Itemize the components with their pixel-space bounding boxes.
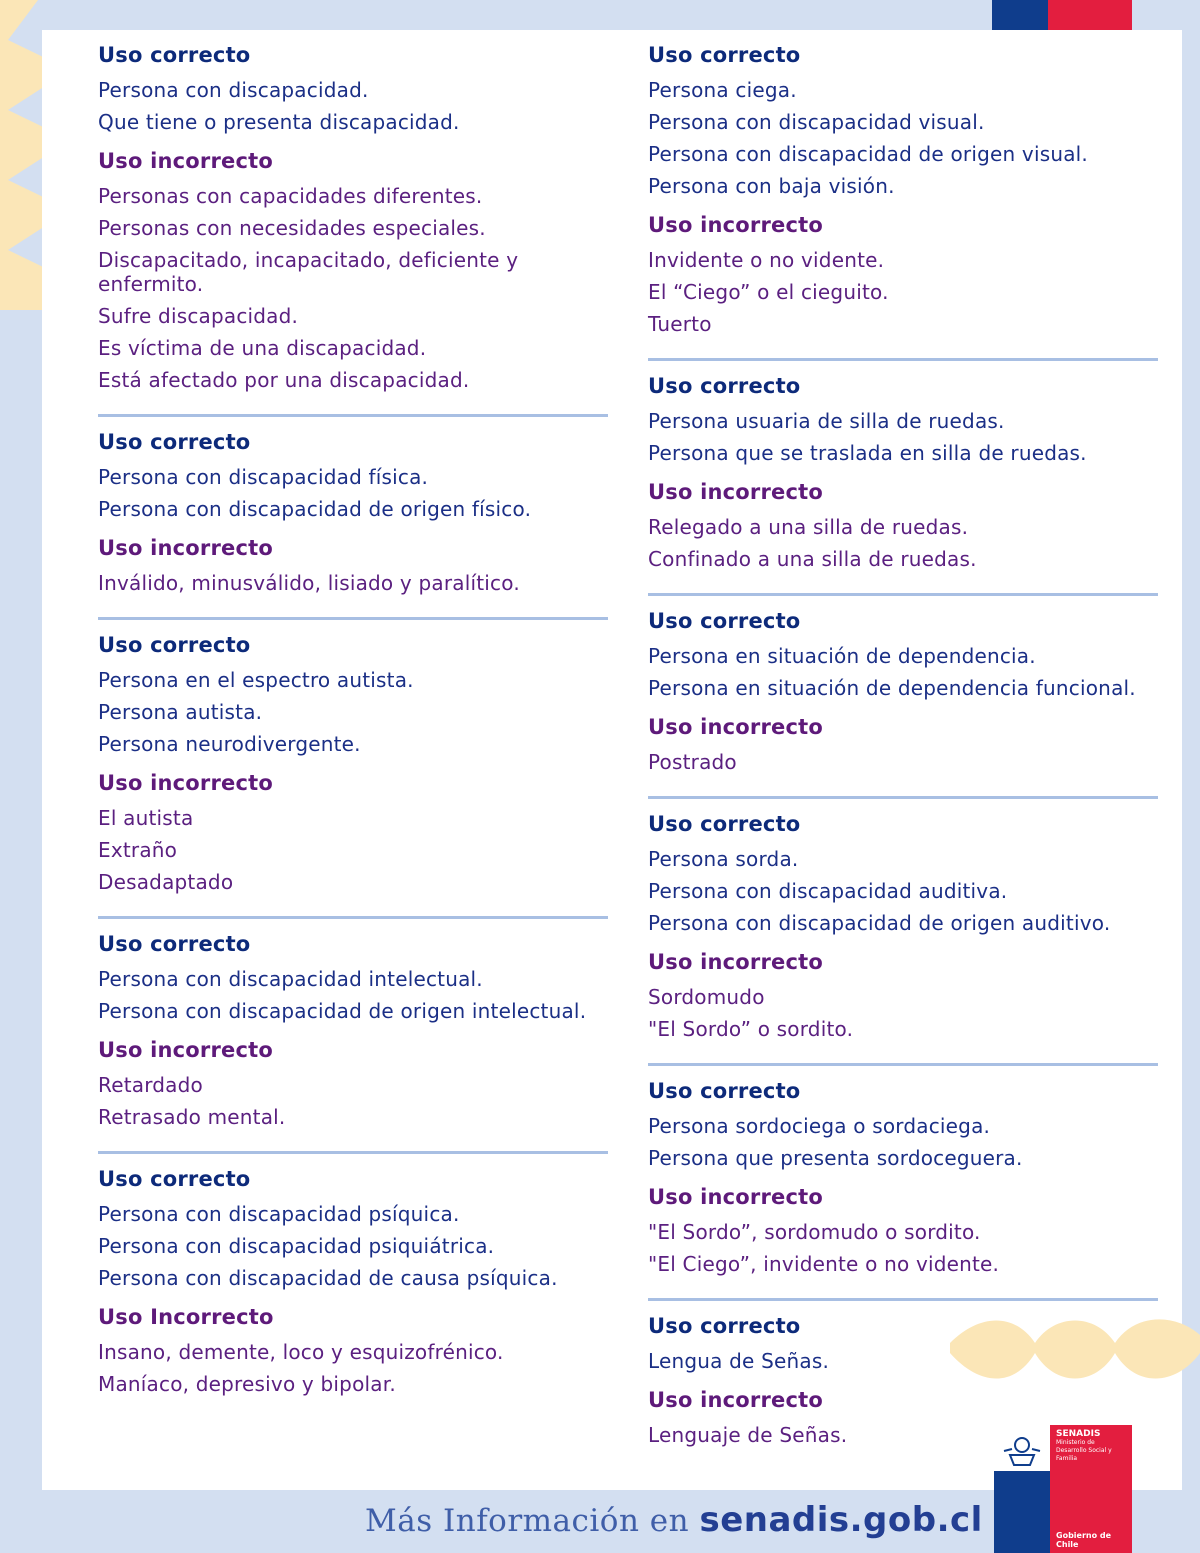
correct-usage-item: Persona neurodivergente.	[98, 732, 361, 756]
incorrect-usage-heading: Uso incorrecto	[98, 771, 273, 795]
incorrect-usage-item: El “Ciego” o el cieguito.	[648, 280, 889, 304]
correct-usage-item: Persona con discapacidad psíquica.	[98, 1202, 460, 1226]
incorrect-usage-item: El autista	[98, 806, 194, 830]
usage-section	[648, 358, 1158, 575]
usage-section	[648, 1063, 1158, 1280]
incorrect-usage-item: "El Sordo”, sordomudo o sordito.	[648, 1220, 981, 1244]
incorrect-usage-heading: Uso incorrecto	[648, 480, 823, 504]
incorrect-usage-item: Invidente o no vidente.	[648, 248, 885, 272]
incorrect-usage-heading: Uso incorrecto	[648, 213, 823, 237]
correct-usage-item: Persona con discapacidad de causa psíquica.	[98, 1266, 558, 1290]
footer-more-info	[365, 1500, 983, 1540]
correct-usage-heading: Uso correcto	[648, 43, 801, 67]
correct-usage-heading: Uso correcto	[648, 1314, 801, 1338]
correct-usage-item: Persona sorda.	[648, 847, 799, 871]
correct-usage-item: Persona con discapacidad.	[98, 78, 369, 102]
correct-usage-heading: Uso correcto	[648, 609, 801, 633]
incorrect-usage-item: Tuerto	[648, 312, 712, 336]
correct-usage-heading: Uso correcto	[98, 633, 251, 657]
incorrect-usage-item: Desadaptado	[98, 870, 234, 894]
incorrect-usage-item: Inválido, minusválido, lisiado y paralítico.	[98, 571, 520, 595]
incorrect-usage-item: Sordomudo	[648, 985, 765, 1009]
incorrect-usage-item: Relegado a una silla de ruedas.	[648, 515, 969, 539]
correct-usage-heading: Uso correcto	[648, 1079, 801, 1103]
correct-usage-item: Que tiene o presenta discapacidad.	[98, 110, 460, 134]
incorrect-usage-item: Sufre discapacidad.	[98, 304, 299, 328]
incorrect-usage-item: Extraño	[98, 838, 178, 862]
incorrect-usage-heading: Uso incorrecto	[648, 950, 823, 974]
blob-decoration	[950, 1305, 1200, 1395]
correct-usage-item: Persona con discapacidad física.	[98, 465, 429, 489]
correct-usage-item: Persona con discapacidad de origen intelectual.	[98, 999, 587, 1023]
incorrect-usage-item: Es víctima de una discapacidad.	[98, 336, 427, 360]
incorrect-usage-item: Personas con capacidades diferentes.	[98, 184, 483, 208]
footer-prefix: Más Información en	[365, 1503, 690, 1539]
coat-of-arms-icon	[1002, 1431, 1042, 1471]
correct-usage-item: Persona con discapacidad de origen auditivo.	[648, 911, 1111, 935]
usage-section	[98, 30, 608, 396]
right-column	[648, 30, 1158, 1451]
logo-ministry: Ministerio de Desarrollo Social y Familia	[1056, 1439, 1112, 1462]
correct-usage-item: Persona con discapacidad visual.	[648, 110, 985, 134]
correct-usage-item: Persona con discapacidad psiquiátrica.	[98, 1234, 495, 1258]
incorrect-usage-item: Postrado	[648, 750, 737, 774]
correct-usage-item: Persona sordociega o sordaciega.	[648, 1114, 991, 1138]
correct-usage-heading: Uso correcto	[98, 430, 251, 454]
incorrect-usage-heading: Uso incorrecto	[648, 715, 823, 739]
usage-section	[98, 617, 608, 898]
usage-section	[98, 414, 608, 599]
correct-usage-item: Persona en situación de dependencia.	[648, 644, 1036, 668]
incorrect-usage-item: Lenguaje de Señas.	[648, 1423, 848, 1447]
incorrect-usage-item: Insano, demente, loco y esquizofrénico.	[98, 1340, 504, 1364]
incorrect-usage-item: Personas con necesidades especiales.	[98, 216, 486, 240]
correct-usage-heading: Uso correcto	[648, 812, 801, 836]
incorrect-usage-heading: Uso incorrecto	[98, 1038, 273, 1062]
correct-usage-item: Persona con discapacidad intelectual.	[98, 967, 483, 991]
senadis-logo	[994, 1425, 1132, 1553]
incorrect-usage-heading: Uso Incorrecto	[98, 1305, 274, 1329]
usage-section	[648, 796, 1158, 1045]
incorrect-usage-item: Maníaco, depresivo y bipolar.	[98, 1372, 396, 1396]
logo-government: Gobierno de Chile	[1056, 1531, 1112, 1549]
correct-usage-item: Persona que presenta sordoceguera.	[648, 1146, 1023, 1170]
flag-stripe-top	[992, 0, 1132, 30]
incorrect-usage-heading: Uso incorrecto	[648, 1388, 823, 1412]
correct-usage-item: Persona usuaria de silla de ruedas.	[648, 409, 1005, 433]
correct-usage-heading: Uso correcto	[98, 932, 251, 956]
correct-usage-item: Persona en situación de dependencia funcional.	[648, 676, 1136, 700]
correct-usage-item: Lengua de Señas.	[648, 1349, 830, 1373]
correct-usage-item: Persona con discapacidad de origen visual.	[648, 142, 1088, 166]
incorrect-usage-item: "El Sordo” o sordito.	[648, 1017, 854, 1041]
incorrect-usage-item: Discapacitado, incapacitado, deficiente y enfermito.	[98, 248, 519, 296]
correct-usage-heading: Uso correcto	[98, 43, 251, 67]
incorrect-usage-heading: Uso incorrecto	[98, 149, 273, 173]
usage-section	[648, 30, 1158, 340]
incorrect-usage-item: "El Ciego”, invidente o no vidente.	[648, 1252, 1000, 1276]
footer-url-link[interactable]: senadis.gob.cl	[699, 1500, 983, 1540]
incorrect-usage-heading: Uso incorrecto	[648, 1185, 823, 1209]
correct-usage-item: Persona que se traslada en silla de ruedas.	[648, 441, 1087, 465]
correct-usage-item: Persona con discapacidad auditiva.	[648, 879, 1008, 903]
incorrect-usage-item: Confinado a una silla de ruedas.	[648, 547, 977, 571]
incorrect-usage-item: Retrasado mental.	[98, 1105, 286, 1129]
left-column	[98, 30, 608, 1400]
correct-usage-item: Persona ciega.	[648, 78, 797, 102]
correct-usage-item: Persona con discapacidad de origen físico.	[98, 497, 532, 521]
correct-usage-item: Persona en el espectro autista.	[98, 668, 414, 692]
incorrect-usage-item: Retardado	[98, 1073, 203, 1097]
logo-brand: SENADIS	[1056, 1429, 1101, 1439]
correct-usage-item: Persona autista.	[98, 700, 263, 724]
usage-section	[98, 1151, 608, 1400]
incorrect-usage-heading: Uso incorrecto	[98, 536, 273, 560]
content-card	[42, 30, 1182, 1490]
correct-usage-item: Persona con baja visión.	[648, 174, 895, 198]
usage-section	[648, 593, 1158, 778]
correct-usage-heading: Uso correcto	[648, 374, 801, 398]
incorrect-usage-item: Está afectado por una discapacidad.	[98, 368, 470, 392]
correct-usage-heading: Uso correcto	[98, 1167, 251, 1191]
usage-section	[98, 916, 608, 1133]
